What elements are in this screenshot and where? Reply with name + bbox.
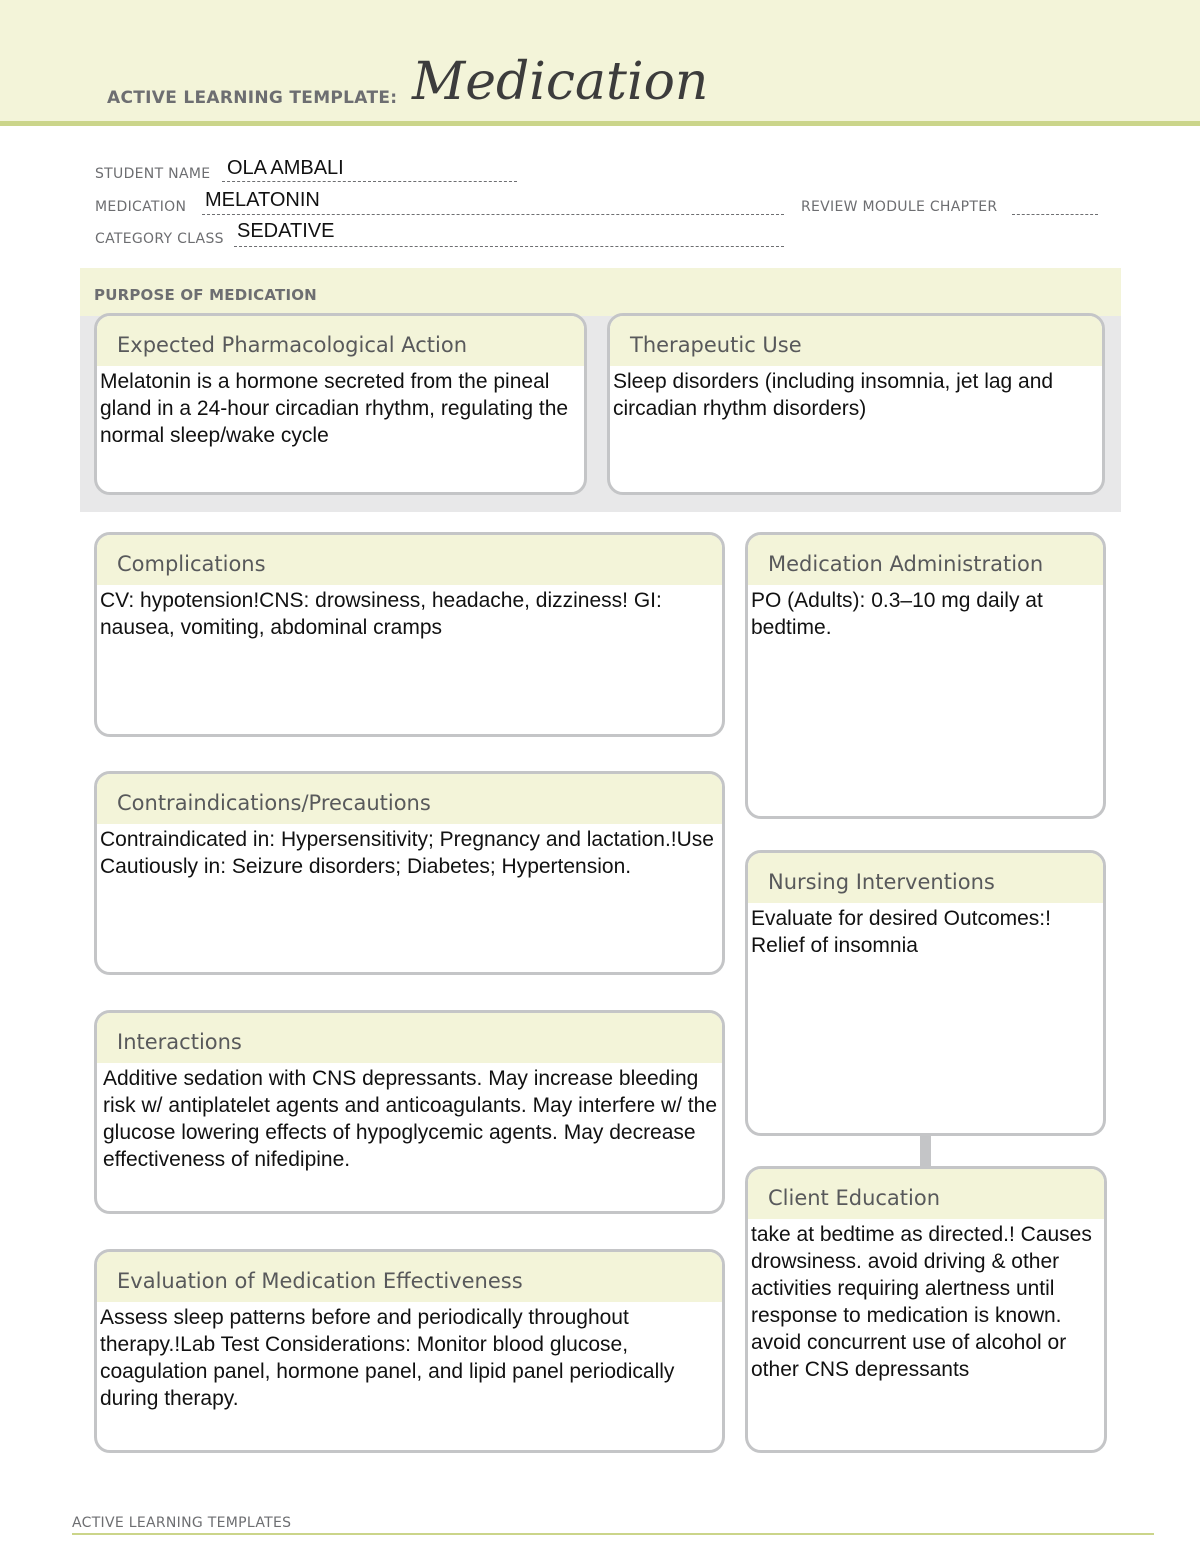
evaluation-text[interactable]: Assess sleep patterns before and periodically throughout therapy.!Lab Test Considerations: Monitor blood glucose, coagulation panel, hormone panel, and lipid panel periodically during therapy.: [100, 1306, 675, 1410]
page-title: Medication: [412, 52, 709, 112]
card-title: Expected Pharmacological Action: [117, 333, 468, 357]
template-label: ACTIVE LEARNING TEMPLATE:: [107, 88, 398, 108]
client-education-text[interactable]: take at bedtime as directed.! Causes drowsiness. avoid driving & other activities requiring alertness until response to medication is known. avoid concurrent use of alcohol or other CNS depressants: [751, 1223, 1092, 1381]
client-education-card: [745, 1166, 1107, 1453]
card-header: [610, 316, 1102, 366]
card-connector: [920, 1134, 931, 1166]
medication-line: [202, 214, 784, 215]
medication-label: MEDICATION: [95, 199, 187, 215]
student-name-line: [222, 181, 517, 182]
purpose-title: PURPOSE OF MEDICATION: [94, 286, 317, 304]
contraindications-card: [94, 771, 725, 975]
card-header: [748, 1169, 1104, 1219]
header-rule: [0, 121, 1200, 126]
category-class-label: CATEGORY CLASS: [95, 231, 224, 247]
card-header: [97, 774, 722, 824]
card-header: [97, 316, 584, 366]
therapeutic-use-card: [607, 313, 1105, 495]
card-header: [97, 1252, 722, 1302]
complications-card: [94, 532, 725, 737]
nursing-interventions-card: [745, 850, 1106, 1136]
nursing-interventions-text[interactable]: Evaluate for desired Outcomes:! Relief of insomnia: [751, 907, 1051, 957]
interactions-text[interactable]: Additive sedation with CNS depressants. May increase bleeding risk w/ antiplatelet agents and anticoagulants. May interfere w/ the glucose lowering effects of hypoglycemic agents. May decrease effectiveness of nifedipine.: [103, 1067, 718, 1171]
footer-text: ACTIVE LEARNING TEMPLATES: [72, 1515, 292, 1531]
card-title: Nursing Interventions: [768, 870, 995, 894]
card-title: Complications: [117, 552, 266, 576]
review-module-field[interactable]: [1012, 214, 1098, 215]
medication-administration-text[interactable]: PO (Adults): 0.3–10 mg daily at bedtime.: [751, 589, 1043, 639]
therapeutic-use-text[interactable]: Sleep disorders (including insomnia, jet lag and circadian rhythm disorders): [613, 370, 1054, 420]
card-title: Client Education: [768, 1186, 941, 1210]
student-name-label: STUDENT NAME: [95, 166, 211, 182]
footer-rule: [72, 1533, 1154, 1535]
card-title: Therapeutic Use: [630, 333, 802, 357]
interactions-card: [94, 1010, 725, 1214]
card-header: [748, 853, 1103, 903]
card-title: Interactions: [117, 1030, 242, 1054]
card-header: [748, 535, 1103, 585]
complications-text[interactable]: CV: hypotension!CNS: drowsiness, headache, dizziness! GI: nausea, vomiting, abdominal cramps: [100, 589, 662, 639]
expected-action-card: [94, 313, 587, 495]
category-class-line: [234, 246, 784, 247]
card-title: Contraindications/Precautions: [117, 791, 431, 815]
card-header: [97, 1013, 722, 1063]
medication-administration-card: [745, 532, 1106, 819]
card-header: [97, 535, 722, 585]
evaluation-card: [94, 1249, 725, 1453]
medication-field[interactable]: MELATONIN: [205, 189, 320, 211]
category-class-field[interactable]: SEDATIVE: [237, 220, 335, 242]
card-title: Medication Administration: [768, 552, 1044, 576]
card-title: Evaluation of Medication Effectiveness: [117, 1269, 523, 1293]
expected-action-text[interactable]: Melatonin is a hormone secreted from the pineal gland in a 24-hour circadian rhythm, regulating the normal sleep/wake cycle: [100, 370, 569, 447]
review-module-label: REVIEW MODULE CHAPTER: [801, 199, 998, 215]
student-name-field[interactable]: OLA AMBALI: [227, 157, 344, 179]
contraindications-text[interactable]: Contraindicated in: Hypersensitivity; Pregnancy and lactation.!Use Cautiously in: Seizure disorders; Diabetes; Hypertension.: [100, 828, 714, 878]
